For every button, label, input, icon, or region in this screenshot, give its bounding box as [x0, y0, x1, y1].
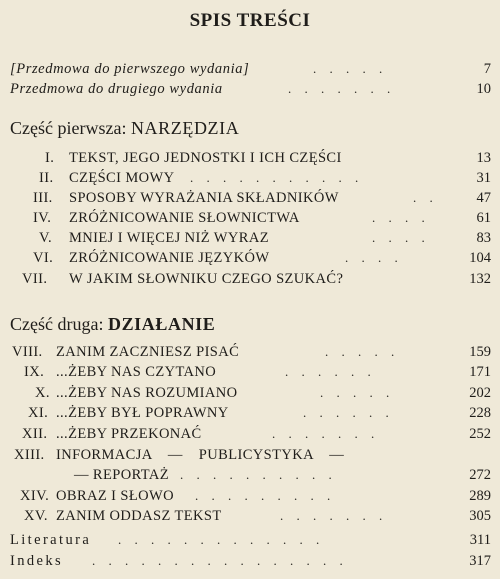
chapter-number: II. [39, 170, 54, 186]
part-one-heading [10, 118, 239, 139]
chapter-title: ...ŻEBY BYŁ POPRAWNY [56, 405, 229, 421]
toc-page-number: 202 [469, 385, 491, 401]
toc-entry-chapter-8 [0, 342, 500, 362]
chapter-number: IX. [24, 364, 45, 380]
toc-entry-preface-first [0, 59, 500, 79]
toc-page-number: 305 [469, 508, 491, 524]
toc-page-number: 10 [476, 81, 491, 97]
chapter-title: MNIEJ I WIĘCEJ NIŻ WYRAZ [69, 230, 269, 246]
chapter-title: ZANIM ODDASZ TEKST [56, 508, 222, 524]
leader-dots: . . . . . [313, 61, 388, 76]
toc-entry-chapter-9 [0, 362, 500, 382]
toc-entry-chapter-10 [0, 383, 500, 403]
part-two-title: DZIAŁANIE [107, 314, 216, 334]
toc-entry-chapter-13 [0, 445, 500, 465]
chapter-number: XII. [22, 426, 48, 442]
chapter-title: TEKST, JEGO JEDNOSTKI I ICH CZĘŚCI [69, 150, 342, 166]
leader-dots: . . . . . . . . . . . . . . . . [92, 553, 348, 568]
chapter-number: XIV. [20, 488, 50, 504]
chapter-number: XV. [24, 508, 48, 524]
chapter-title: — REPORTAŻ [74, 467, 170, 483]
chapter-number: VII. [22, 271, 48, 287]
chapter-number: VIII. [12, 344, 43, 360]
toc-page-number: 104 [469, 250, 491, 266]
toc-entry-chapter-6 [0, 248, 500, 268]
toc-page-number: 252 [469, 426, 491, 442]
toc-entry-chapter-3 [0, 188, 500, 208]
toc-page-number: 61 [476, 210, 491, 226]
chapter-number: III. [33, 190, 53, 206]
leader-dots: . . . . . . [303, 405, 394, 420]
leader-dots: . . . . . . . . . . [180, 467, 337, 482]
leader-dots: . . . . . . . [288, 81, 396, 96]
page-title: SPIS TREŚCI [189, 10, 311, 31]
chapter-title: CZĘŚCI MOWY [69, 170, 175, 186]
toc-entry-label: [Przedmowa do pierwszego wydania] [10, 61, 250, 77]
toc-page-number: 83 [476, 230, 491, 246]
leader-dots: . . . . . [325, 344, 400, 359]
toc-page-number: 228 [469, 405, 491, 421]
toc-entry-indeks [0, 551, 500, 571]
leader-dots: . . . . . . . . . [195, 488, 336, 503]
part-one-title: NARZĘDZIA [130, 118, 240, 138]
chapter-title: ZRÓŻNICOWANIE JĘZYKÓW [69, 250, 270, 266]
toc-entry-chapter-7 [0, 269, 500, 289]
chapter-title: ...ŻEBY PRZEKONAĆ [56, 426, 202, 442]
part-two-prefix: Część druga: [10, 314, 104, 334]
chapter-title: ZRÓŻNICOWANIE SŁOWNICTWA [69, 210, 300, 226]
toc-entry-preface-second [0, 79, 500, 99]
toc-entry-label: Przedmowa do drugiego wydania [10, 81, 223, 97]
toc-page-number: 317 [469, 553, 491, 569]
part-two-heading [10, 314, 215, 335]
chapter-number: I. [45, 150, 55, 166]
chapter-title: ZANIM ZACZNIESZ PISAĆ [56, 344, 240, 360]
chapter-number: VI. [33, 250, 54, 266]
part-one-prefix: Część pierwsza: [10, 118, 127, 138]
toc-entry-label: Indeks [10, 553, 64, 569]
leader-dots: . . . . . . . [272, 426, 380, 441]
chapter-number: IV. [33, 210, 52, 226]
toc-page-number: 13 [476, 150, 491, 166]
leader-dots: . . . . [372, 230, 430, 245]
chapter-title: OBRAZ I SŁOWO [56, 488, 174, 504]
toc-entry-chapter-2 [0, 168, 500, 188]
leader-dots: . . . . . . . . . . . . . [118, 532, 325, 547]
chapter-number: XIII. [14, 447, 45, 463]
toc-page-number: 272 [469, 467, 491, 483]
chapter-number: XI. [28, 405, 49, 421]
chapter-title: ...ŻEBY NAS CZYTANO [56, 364, 217, 380]
chapter-number: V. [39, 230, 53, 246]
chapter-title: INFORMACJA — PUBLICYSTYKA — [56, 447, 345, 463]
toc-entry-chapter-15 [0, 506, 500, 526]
toc-entry-chapter-1 [0, 148, 500, 168]
toc-entry-chapter-11 [0, 403, 500, 423]
toc-page-number: 47 [476, 190, 491, 206]
toc-entry-label: Literatura [10, 532, 92, 548]
chapter-title: ...ŻEBY NAS ROZUMIANO [56, 385, 238, 401]
toc-page-number: 289 [469, 488, 491, 504]
leader-dots: . . . . . [320, 385, 395, 400]
leader-dots: . . . . [345, 250, 403, 265]
chapter-title: W JAKIM SŁOWNIKU CZEGO SZUKAĆ? [69, 271, 344, 287]
toc-entry-chapter-12 [0, 424, 500, 444]
leader-dots: . . . . . . . [280, 508, 388, 523]
toc-page-number: 311 [469, 532, 491, 548]
toc-entry-chapter-5 [0, 228, 500, 248]
toc-entry-literatura [0, 530, 500, 550]
chapter-number: X. [35, 385, 50, 401]
toc-entry-chapter-4 [0, 208, 500, 228]
leader-dots: . . [413, 190, 438, 205]
toc-entry-chapter-13-continued [0, 465, 500, 485]
leader-dots: . . . . . . [285, 364, 376, 379]
chapter-title: SPOSOBY WYRAŻANIA SKŁADNIKÓW [69, 190, 339, 206]
toc-page-number: 159 [469, 344, 491, 360]
leader-dots: . . . . . . . . . . . [190, 170, 364, 185]
toc-page-number: 7 [483, 61, 491, 77]
leader-dots: . . . . [372, 210, 430, 225]
toc-page-number: 171 [469, 364, 491, 380]
toc-entry-chapter-14 [0, 486, 500, 506]
toc-page-number: 31 [476, 170, 491, 186]
toc-page-number: 132 [469, 271, 491, 287]
